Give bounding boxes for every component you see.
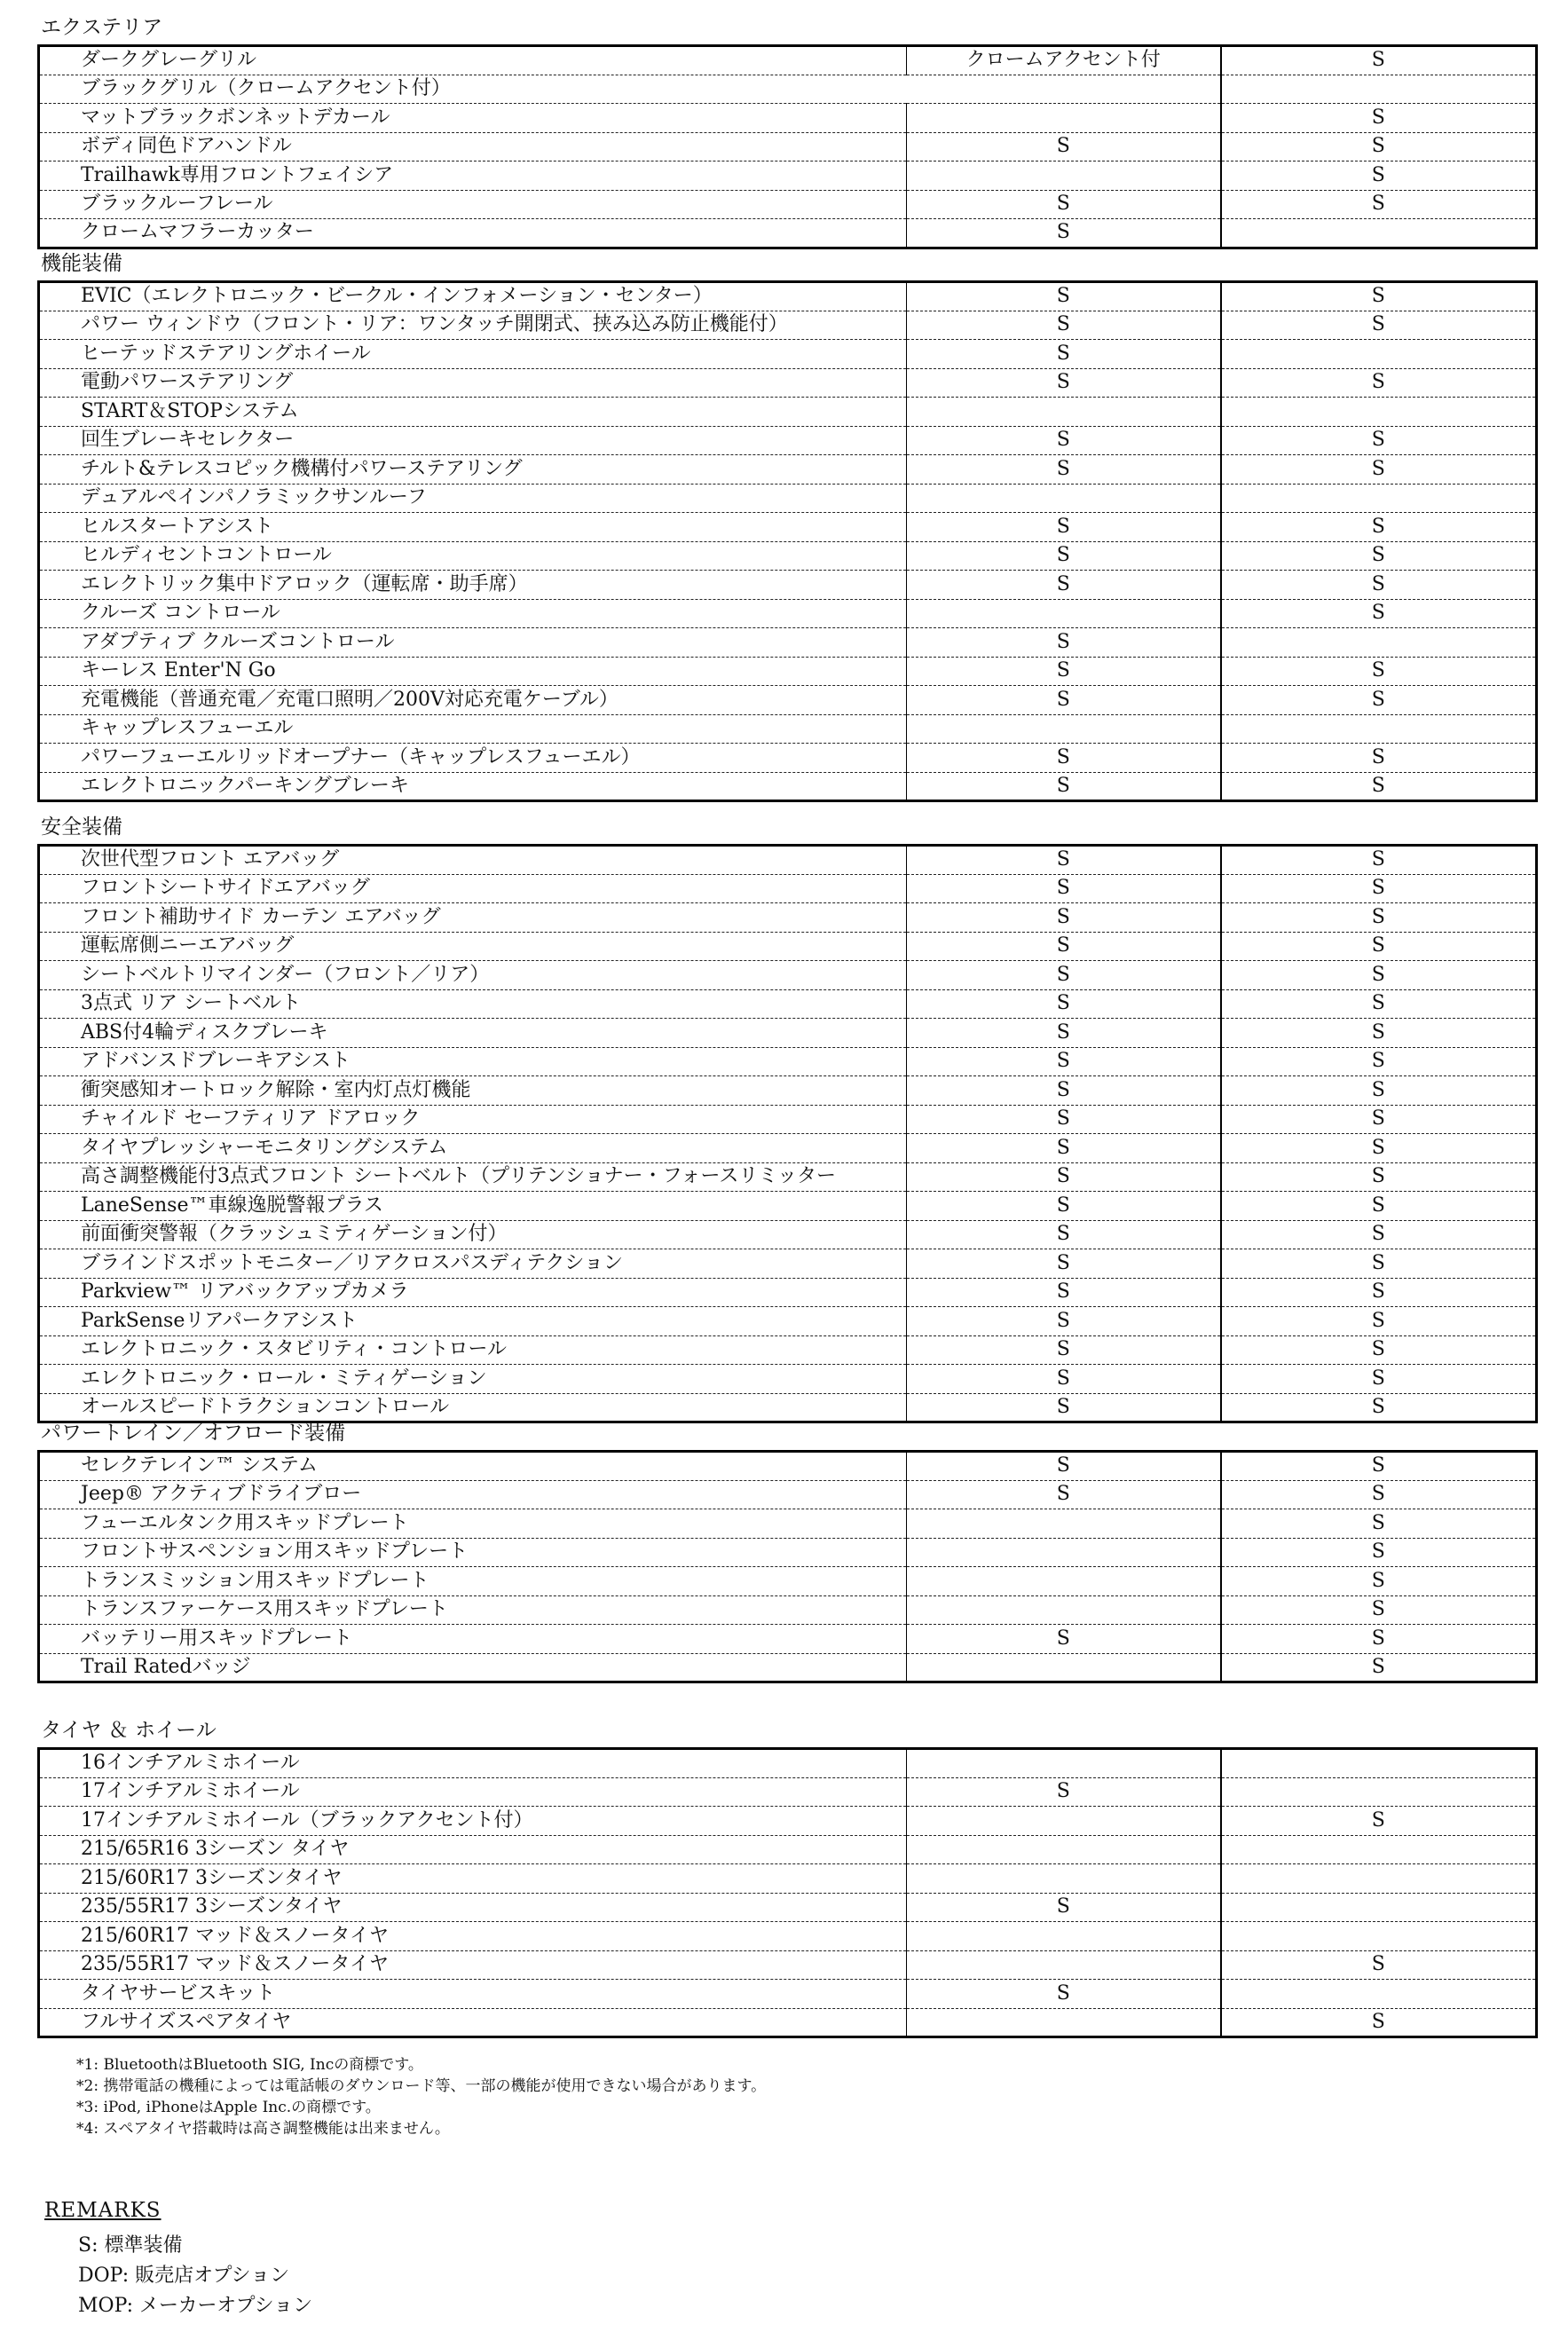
grade-a-value: S bbox=[907, 628, 1221, 658]
table-row bbox=[39, 398, 1537, 427]
feature-name: 高さ調整機能付3点式フロント シートベルト（プリテンショナー・フォースリミッター bbox=[39, 1162, 907, 1192]
grade-a-value: S bbox=[907, 1076, 1221, 1106]
table-row bbox=[39, 874, 1537, 903]
feature-name: デュアルペインパノラミックサンルーフ bbox=[39, 484, 907, 513]
table-row bbox=[39, 1019, 1537, 1048]
table-row bbox=[39, 1950, 1537, 1980]
grade-a-value: S bbox=[907, 282, 1221, 311]
grade-a-value: S bbox=[907, 961, 1221, 990]
table-row bbox=[39, 989, 1537, 1019]
table-row bbox=[39, 744, 1537, 773]
grade-a-value: S bbox=[907, 1480, 1221, 1509]
feature-name: ABS付4輪ディスクブレーキ bbox=[39, 1019, 907, 1048]
feature-name: ParkSenseリアパークアシスト bbox=[39, 1307, 907, 1336]
grade-b-value: S bbox=[1221, 162, 1537, 191]
table-row bbox=[39, 1980, 1537, 2009]
table-row bbox=[39, 1393, 1537, 1422]
grade-b-value: S bbox=[1221, 1625, 1537, 1654]
grade-a-value: S bbox=[907, 1047, 1221, 1076]
grade-b-value: S bbox=[1221, 961, 1537, 990]
feature-name: オールスピードトラクションコントロール bbox=[39, 1393, 907, 1422]
grade-a-value: S bbox=[907, 1365, 1221, 1394]
feature-name: タイヤプレッシャーモニタリングシステム bbox=[39, 1134, 907, 1163]
table-row bbox=[39, 1922, 1537, 1951]
grade-a-value: S bbox=[907, 455, 1221, 485]
table-row bbox=[39, 657, 1537, 686]
feature-name: フューエルタンク用スキッドプレート bbox=[39, 1509, 907, 1539]
grade-b-value: S bbox=[1221, 190, 1537, 219]
table-row bbox=[39, 1567, 1537, 1596]
feature-name: タイヤサービスキット bbox=[39, 1980, 907, 2009]
grade-b-value bbox=[1221, 1980, 1537, 2009]
grade-b-value: S bbox=[1221, 1567, 1537, 1596]
grade-a-value: S bbox=[907, 1278, 1221, 1307]
feature-name: 前面衝突警報（クラッシュミティゲーション付） bbox=[39, 1220, 907, 1249]
grade-b-value: S bbox=[1221, 1335, 1537, 1365]
table-row bbox=[39, 1625, 1537, 1654]
grade-a-value: S bbox=[907, 1893, 1221, 1922]
table-row bbox=[39, 1509, 1537, 1539]
feature-name: アドバンスドブレーキアシスト bbox=[39, 1047, 907, 1076]
table-row bbox=[39, 311, 1537, 340]
grade-a-value: S bbox=[907, 513, 1221, 542]
grade-a-value bbox=[907, 1567, 1221, 1596]
feature-name: フロント補助サイド カーテン エアバッグ bbox=[39, 903, 907, 933]
grade-b-value bbox=[1221, 1864, 1537, 1894]
table-row bbox=[39, 1162, 1537, 1192]
grade-b-value bbox=[1221, 484, 1537, 513]
feature-name: シートベルトリマインダー（フロント／リア） bbox=[39, 961, 907, 990]
table-row bbox=[39, 1893, 1537, 1922]
grade-b-value bbox=[1221, 219, 1537, 248]
feature-name: Trail Ratedバッジ bbox=[39, 1653, 907, 1682]
grade-a-value: S bbox=[907, 1220, 1221, 1249]
section-title: 機能装備 bbox=[41, 252, 122, 275]
feature-name: フロントサスペンション用スキッドプレート bbox=[39, 1538, 907, 1567]
feature-name: フロントシートサイドエアバッグ bbox=[39, 874, 907, 903]
grade-b-value: S bbox=[1221, 1076, 1537, 1106]
feature-name: 215/60R17 3シーズンタイヤ bbox=[39, 1864, 907, 1894]
grade-b-value bbox=[1221, 1777, 1537, 1807]
footnote: *2: 携帯電話の機種によっては電話帳のダウンロード等、一部の機能が使用できない場合があります。 bbox=[76, 2077, 767, 2095]
grade-b-value: S bbox=[1221, 1452, 1537, 1481]
table-row bbox=[39, 599, 1537, 628]
grade-b-value: S bbox=[1221, 1105, 1537, 1134]
feature-name: ボディ同色ドアハンドル bbox=[39, 132, 907, 162]
feature-name: 17インチアルミホイール（ブラックアクセント付） bbox=[39, 1807, 907, 1836]
spec-table bbox=[37, 1747, 1538, 2038]
feature-name: Trailhawk専用フロントフェイシア bbox=[39, 162, 907, 191]
grade-a-value: S bbox=[907, 368, 1221, 398]
grade-a-value: S bbox=[907, 1105, 1221, 1134]
feature-name: ダークグレーグリル bbox=[39, 46, 907, 75]
table-row bbox=[39, 961, 1537, 990]
grade-b-value bbox=[1221, 628, 1537, 658]
grade-a-value bbox=[907, 1922, 1221, 1951]
remark-item: MOP: メーカーオプション bbox=[78, 2295, 313, 2317]
grade-a-value bbox=[907, 1864, 1221, 1894]
grade-a-value: S bbox=[907, 541, 1221, 571]
grade-a-value: S bbox=[907, 1777, 1221, 1807]
table-row bbox=[39, 1076, 1537, 1106]
feature-name: エレクトロニック・スタビリティ・コントロール bbox=[39, 1335, 907, 1365]
grade-a-value: S bbox=[907, 686, 1221, 715]
grade-b-value bbox=[1221, 1835, 1537, 1864]
grade-b-value: S bbox=[1221, 132, 1537, 162]
spec-table bbox=[37, 44, 1538, 249]
table-row bbox=[39, 1249, 1537, 1279]
grade-a-value: S bbox=[907, 132, 1221, 162]
grade-b-value: S bbox=[1221, 541, 1537, 571]
feature-name: フルサイズスペアタイヤ bbox=[39, 2008, 907, 2037]
grade-b-value: S bbox=[1221, 1538, 1537, 1567]
feature-name: エレクトリック集中ドアロック（運転席・助手席） bbox=[39, 571, 907, 600]
remarks-list bbox=[78, 2231, 312, 2321]
grade-b-value: S bbox=[1221, 1220, 1537, 1249]
table-row bbox=[39, 1864, 1537, 1894]
spec-table bbox=[37, 1450, 1538, 1683]
table-row bbox=[39, 75, 1537, 104]
grade-a-value: S bbox=[907, 190, 1221, 219]
table-row bbox=[39, 104, 1537, 133]
table-row bbox=[39, 368, 1537, 398]
section-title: パワートレイン／オフロード装備 bbox=[41, 1422, 346, 1445]
table-row bbox=[39, 1307, 1537, 1336]
feature-name: Parkview™ リアバックアップカメラ bbox=[39, 1278, 907, 1307]
table-row bbox=[39, 1538, 1537, 1567]
table-row bbox=[39, 2008, 1537, 2037]
table-row bbox=[39, 455, 1537, 485]
grade-a-value bbox=[907, 398, 1221, 427]
grade-b-value: S bbox=[1221, 1162, 1537, 1192]
grade-b-value: S bbox=[1221, 1480, 1537, 1509]
feature-name: 運転席側ニーエアバッグ bbox=[39, 932, 907, 961]
table-row bbox=[39, 1749, 1537, 1778]
feature-name: トランスミッション用スキッドプレート bbox=[39, 1567, 907, 1596]
grade-b-value: S bbox=[1221, 1509, 1537, 1539]
grade-b-value: S bbox=[1221, 1307, 1537, 1336]
feature-name: 回生ブレーキセレクター bbox=[39, 426, 907, 455]
grade-a-value: S bbox=[907, 426, 1221, 455]
table-row bbox=[39, 46, 1537, 75]
feature-name: 215/60R17 マッド＆スノータイヤ bbox=[39, 1922, 907, 1951]
table-row bbox=[39, 686, 1537, 715]
grade-b-value: S bbox=[1221, 104, 1537, 133]
spec-table bbox=[37, 844, 1538, 1423]
grade-b-value: S bbox=[1221, 513, 1537, 542]
footnote: *1: BluetoothはBluetooth SIG, Incの商標です。 bbox=[76, 2056, 423, 2074]
grade-b-value bbox=[1221, 340, 1537, 369]
feature-name: START＆STOPシステム bbox=[39, 398, 907, 427]
remarks-title: REMARKS bbox=[44, 2199, 162, 2222]
section-title: タイヤ ＆ ホイール bbox=[41, 1719, 217, 1742]
feature-name: チルト&テレスコピック機構付パワーステアリング bbox=[39, 455, 907, 485]
grade-a-value bbox=[907, 1509, 1221, 1539]
remark-item: DOP: 販売店オプション bbox=[78, 2265, 290, 2287]
grade-b-value: S bbox=[1221, 657, 1537, 686]
feature-name: アダプティブ クルーズコントロール bbox=[39, 628, 907, 658]
grade-a-value bbox=[907, 1835, 1221, 1864]
grade-b-value bbox=[1221, 1922, 1537, 1951]
feature-name: 235/55R17 マッド＆スノータイヤ bbox=[39, 1950, 907, 1980]
footnote: *4: スペアタイヤ搭載時は高さ調整機能は出来ません。 bbox=[76, 2120, 450, 2138]
grade-b-value: S bbox=[1221, 1393, 1537, 1422]
feature-name: ヒルスタートアシスト bbox=[39, 513, 907, 542]
feature-name: キャップレスフューエル bbox=[39, 714, 907, 744]
grade-b-value: S bbox=[1221, 455, 1537, 485]
table-row bbox=[39, 1047, 1537, 1076]
feature-name: 充電機能（普通充電／充電口照明／200V対応充電ケーブル） bbox=[39, 686, 907, 715]
table-row bbox=[39, 282, 1537, 311]
grade-b-value: S bbox=[1221, 1950, 1537, 1980]
grade-a-value: S bbox=[907, 1192, 1221, 1221]
grade-a-value: S bbox=[907, 571, 1221, 600]
grade-a-value: S bbox=[907, 874, 1221, 903]
feature-name: エレクトロニックパーキングブレーキ bbox=[39, 772, 907, 801]
grade-b-value: S bbox=[1221, 1019, 1537, 1048]
feature-name: セレクテレイン™ システム bbox=[39, 1452, 907, 1481]
table-row bbox=[39, 1335, 1537, 1365]
grade-a-value: S bbox=[907, 1134, 1221, 1163]
grade-b-value: S bbox=[1221, 282, 1537, 311]
grade-b-value: S bbox=[1221, 46, 1537, 75]
table-row bbox=[39, 903, 1537, 933]
grade-a-value: S bbox=[907, 772, 1221, 801]
grade-a-value: S bbox=[907, 1162, 1221, 1192]
feature-name: キーレス Enter'N Go bbox=[39, 657, 907, 686]
grade-b-value: S bbox=[1221, 1365, 1537, 1394]
table-row bbox=[39, 190, 1537, 219]
grade-a-value: S bbox=[907, 1249, 1221, 1279]
grade-a-value: S bbox=[907, 846, 1221, 875]
grade-a-value: クロームアクセント付 bbox=[907, 46, 1221, 75]
feature-name: 電動パワーステアリング bbox=[39, 368, 907, 398]
grade-b-value: S bbox=[1221, 1047, 1537, 1076]
grade-a-value bbox=[907, 1950, 1221, 1980]
grade-a-value: S bbox=[907, 1452, 1221, 1481]
feature-name: チャイルド セーフティリア ドアロック bbox=[39, 1105, 907, 1134]
table-row bbox=[39, 1192, 1537, 1221]
table-row bbox=[39, 571, 1537, 600]
feature-name: 17インチアルミホイール bbox=[39, 1777, 907, 1807]
grade-b-value bbox=[1221, 75, 1537, 104]
feature-name: ヒルディセントコントロール bbox=[39, 541, 907, 571]
grade-b-value: S bbox=[1221, 1134, 1537, 1163]
grade-a-value: S bbox=[907, 1307, 1221, 1336]
table-row bbox=[39, 484, 1537, 513]
grade-a-value: S bbox=[907, 932, 1221, 961]
grade-a-value: S bbox=[907, 1335, 1221, 1365]
grade-b-value: S bbox=[1221, 311, 1537, 340]
grade-b-value: S bbox=[1221, 1192, 1537, 1221]
grade-b-value: S bbox=[1221, 846, 1537, 875]
grade-b-value: S bbox=[1221, 1807, 1537, 1836]
table-row bbox=[39, 1480, 1537, 1509]
grade-b-value: S bbox=[1221, 686, 1537, 715]
feature-name: パワーフューエルリッドオープナー（キャップレスフューエル） bbox=[39, 744, 907, 773]
table-row bbox=[39, 219, 1537, 248]
feature-name: クルーズ コントロール bbox=[39, 599, 907, 628]
feature-name: ヒーテッドステアリングホイール bbox=[39, 340, 907, 369]
feature-name: 衝突感知オートロック解除・室内灯点灯機能 bbox=[39, 1076, 907, 1106]
grade-b-value: S bbox=[1221, 1653, 1537, 1682]
grade-b-value: S bbox=[1221, 772, 1537, 801]
table-row bbox=[39, 932, 1537, 961]
feature-name: パワー ウィンドウ（フロント・リア：ワンタッチ開閉式、挟み込み防止機能付） bbox=[39, 311, 907, 340]
grade-b-value: S bbox=[1221, 903, 1537, 933]
feature-name: 次世代型フロント エアバッグ bbox=[39, 846, 907, 875]
table-row bbox=[39, 1278, 1537, 1307]
table-row bbox=[39, 1595, 1537, 1625]
table-row bbox=[39, 1807, 1537, 1836]
table-row bbox=[39, 426, 1537, 455]
grade-b-value: S bbox=[1221, 571, 1537, 600]
grade-b-value bbox=[1221, 714, 1537, 744]
grade-a-value bbox=[907, 1653, 1221, 1682]
feature-name: Jeep® アクティブドライブロー bbox=[39, 1480, 907, 1509]
grade-a-value bbox=[907, 1538, 1221, 1567]
table-row bbox=[39, 1220, 1537, 1249]
grade-b-value: S bbox=[1221, 2008, 1537, 2037]
table-row bbox=[39, 1452, 1537, 1481]
grade-b-value: S bbox=[1221, 744, 1537, 773]
grade-b-value: S bbox=[1221, 599, 1537, 628]
grade-b-value: S bbox=[1221, 1278, 1537, 1307]
grade-a-value: S bbox=[907, 657, 1221, 686]
grade-a-value: S bbox=[907, 1980, 1221, 2009]
feature-name: 215/65R16 3シーズン タイヤ bbox=[39, 1835, 907, 1864]
grade-a-value bbox=[907, 1595, 1221, 1625]
grade-b-value: S bbox=[1221, 1249, 1537, 1279]
grade-a-value bbox=[907, 599, 1221, 628]
feature-name: クロームマフラーカッター bbox=[39, 219, 907, 248]
spec-table bbox=[37, 280, 1538, 802]
feature-name: EVIC（エレクトロニック・ビークル・インフォメーション・センター） bbox=[39, 282, 907, 311]
feature-name: 3点式 リア シートベルト bbox=[39, 989, 907, 1019]
feature-name: 16インチアルミホイール bbox=[39, 1749, 907, 1778]
grade-a-value: S bbox=[907, 903, 1221, 933]
table-row bbox=[39, 162, 1537, 191]
grade-b-value: S bbox=[1221, 989, 1537, 1019]
table-row bbox=[39, 1365, 1537, 1394]
feature-name: 235/55R17 3シーズンタイヤ bbox=[39, 1893, 907, 1922]
grade-a-value: S bbox=[907, 1019, 1221, 1048]
grade-a-value: S bbox=[907, 219, 1221, 248]
grade-b-value: S bbox=[1221, 874, 1537, 903]
feature-name: トランスファーケース用スキッドプレート bbox=[39, 1595, 907, 1625]
table-row bbox=[39, 1835, 1537, 1864]
grade-b-value bbox=[1221, 398, 1537, 427]
grade-a-value: S bbox=[907, 989, 1221, 1019]
grade-a-value bbox=[907, 714, 1221, 744]
grade-b-value: S bbox=[1221, 426, 1537, 455]
grade-a-value bbox=[907, 484, 1221, 513]
grade-b-value: S bbox=[1221, 368, 1537, 398]
table-row bbox=[39, 541, 1537, 571]
section-title: エクステリア bbox=[41, 16, 163, 39]
table-row bbox=[39, 1105, 1537, 1134]
grade-a-value bbox=[907, 1807, 1221, 1836]
table-row bbox=[39, 132, 1537, 162]
feature-name: マットブラックボンネットデカール bbox=[39, 104, 907, 133]
grade-a-value: S bbox=[907, 744, 1221, 773]
grade-a-value: S bbox=[907, 1393, 1221, 1422]
feature-name: ブラックルーフレール bbox=[39, 190, 907, 219]
grade-a-value: S bbox=[907, 1625, 1221, 1654]
grade-b-value: S bbox=[1221, 932, 1537, 961]
section-title: 安全装備 bbox=[41, 815, 122, 839]
feature-name: ブラックグリル（クロームアクセント付） bbox=[39, 75, 1221, 104]
grade-b-value: S bbox=[1221, 1595, 1537, 1625]
table-row bbox=[39, 1777, 1537, 1807]
table-row bbox=[39, 714, 1537, 744]
grade-b-value bbox=[1221, 1749, 1537, 1778]
feature-name: ブラインドスポットモニター／リアクロスパスディテクション bbox=[39, 1249, 907, 1279]
grade-a-value bbox=[907, 162, 1221, 191]
table-row bbox=[39, 628, 1537, 658]
feature-name: バッテリー用スキッドプレート bbox=[39, 1625, 907, 1654]
feature-name: LaneSense™車線逸脱警報プラス bbox=[39, 1192, 907, 1221]
remark-item: S: 標準装備 bbox=[78, 2234, 183, 2257]
feature-name: エレクトロニック・ロール・ミティゲーション bbox=[39, 1365, 907, 1394]
grade-a-value bbox=[907, 1749, 1221, 1778]
grade-a-value: S bbox=[907, 340, 1221, 369]
table-row bbox=[39, 340, 1537, 369]
grade-a-value bbox=[907, 104, 1221, 133]
grade-a-value: S bbox=[907, 311, 1221, 340]
table-row bbox=[39, 846, 1537, 875]
footnotes bbox=[76, 2054, 766, 2139]
table-row bbox=[39, 513, 1537, 542]
footnote: *3: iPod, iPhoneはApple Inc.の商標です。 bbox=[76, 2099, 381, 2116]
table-row bbox=[39, 1134, 1537, 1163]
grade-a-value bbox=[907, 2008, 1221, 2037]
table-row bbox=[39, 1653, 1537, 1682]
table-row bbox=[39, 772, 1537, 801]
grade-b-value bbox=[1221, 1893, 1537, 1922]
